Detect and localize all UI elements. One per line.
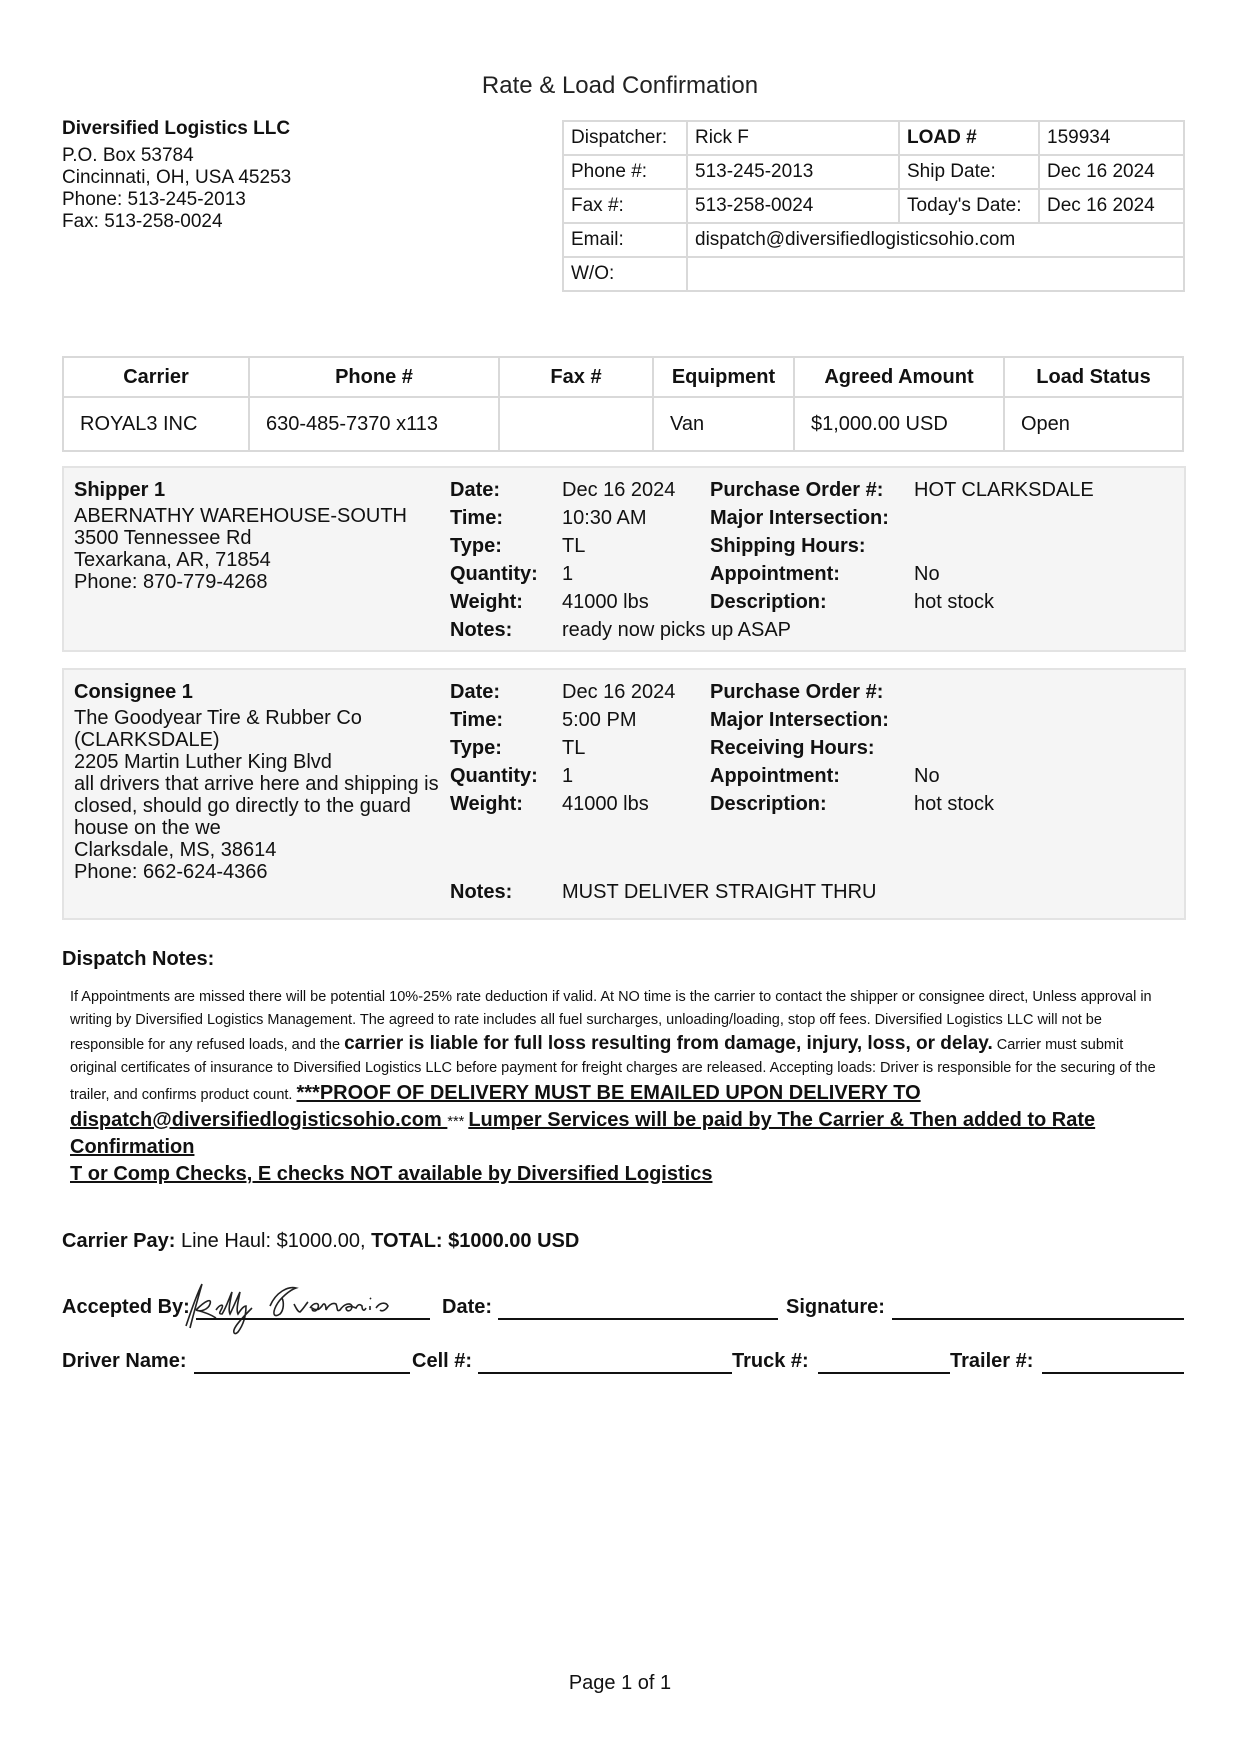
dispatch-notes-checks: T or Comp Checks, E checks NOT available by Diversified Logistics [70,1163,713,1185]
carrier-pay-total: TOTAL: $1000.00 USD [371,1230,580,1252]
consignee-po-label: Purchase Order #: [710,681,884,703]
info-row-wo [563,257,1184,291]
load-status-cell: Open [1004,397,1183,451]
carrier-fax-cell [499,397,653,451]
fax-header: Fax # [499,357,653,397]
signature-label: Signature: [786,1296,885,1318]
shipper-city: Texarkana, AR, 71854 [74,549,271,571]
carrier-phone-cell: 630-485-7370 x113 [249,397,499,451]
ship-date-label: Ship Date: [899,155,1039,189]
shipper-weight-value: 41000 lbs [562,591,649,613]
agreed-amount-header: Agreed Amount [794,357,1004,397]
driver-name-line [194,1372,410,1374]
company-name: Diversified Logistics LLC [62,118,291,139]
shipper-description-label: Description: [710,591,827,613]
carrier-pay-label: Carrier Pay: [62,1230,176,1252]
consignee-type-value: TL [562,737,586,759]
shipper-intersection-label: Major Intersection: [710,507,889,529]
dispatch-notes-text-1: If Appointments are missed there will be potential 10%-25% rate deduction if valid. At NO time is the carrier to contact the shipper or consignee direct, Unless approval in writing by Diversified Logistics Management. The agreed to rate includes all fuel surcharges, unloading/loading, stop off fees. Diversified Logistics LLC will not be responsible for any refused loads, and the [70,989,1152,1053]
consignee-type-label: Type: [450,737,502,759]
carrier-table [62,356,1184,452]
equipment-cell: Van [653,397,794,451]
consignee-quantity-label: Quantity: [450,765,538,787]
trailer-label: Trailer #: [950,1350,1034,1372]
shipper-quantity-value: 1 [562,563,574,585]
shipper-type-value: TL [562,535,586,557]
page-number: Page 1 of 1 [568,1672,672,1694]
company-fax: Fax: 513-258-0024 [62,211,223,232]
consignee-notes-label: Notes: [450,881,513,903]
shipper-title: Shipper 1 [74,479,166,501]
consignee-hours-label: Receiving Hours: [710,737,875,759]
fax-label: Fax #: [563,189,687,223]
shipper-name: ABERNATHY WAREHOUSE-SOUTH [74,505,407,527]
dispatch-notes-text-2: Carrier must submit original certificates of insurance to Diversified Logistics LLC before payment for freight charges are released. Accepting loads: Driver is responsible for the securing of the trailer, and confirms product count. [70,1037,1156,1103]
consignee-instructions: all drivers that arrive here and shipping is closed, should go directly to the guard house on the we [74,773,439,839]
trailer-line [1042,1372,1184,1374]
carrier-pay-line-haul: Line Haul: $1000.00, [175,1230,372,1252]
shipper-notes-label: Notes: [450,619,513,641]
phone-header: Phone # [249,357,499,397]
dispatch-notes-stars: *** [447,1114,465,1130]
company-address-line1: P.O. Box 53784 [62,145,194,166]
consignee-description-label: Description: [710,793,827,815]
consignee-address: 2205 Martin Luther King Blvd [74,751,332,773]
todays-date-value: Dec 16 2024 [1039,189,1184,223]
info-row-fax [563,189,1184,223]
cell-line [478,1372,732,1374]
todays-date-label: Today's Date: [899,189,1039,223]
consignee-weight-value: 41000 lbs [562,793,649,815]
shipper-notes-value: ready now picks up ASAP [562,619,792,641]
shipper-time-label: Time: [450,507,503,529]
phone-label: Phone #: [563,155,687,189]
consignee-city: Clarksdale, MS, 38614 [74,839,277,861]
load-status-header: Load Status [1004,357,1183,397]
table-row [63,397,1183,451]
truck-label: Truck #: [732,1350,809,1372]
info-row-dispatcher [563,121,1184,155]
company-block [62,118,291,233]
truck-line [818,1372,950,1374]
shipper-weight-label: Weight: [450,591,523,613]
dispatcher-value: Rick F [687,121,899,155]
accepted-by-line [196,1318,430,1320]
consignee-box [62,668,1186,920]
equipment-header: Equipment [653,357,794,397]
dispatch-info-table [562,120,1185,292]
consignee-time-label: Time: [450,709,503,731]
consignee-date-value: Dec 16 2024 [562,681,676,703]
consignee-date-label: Date: [450,681,501,703]
handwritten-signature [172,1278,432,1338]
dispatch-notes-title: Dispatch Notes: [62,948,215,970]
page-title: Rate & Load Confirmation [481,72,759,99]
carrier-pay [62,1230,579,1253]
shipper-box [62,466,1186,652]
cell-label: Cell #: [412,1350,473,1372]
consignee-phone: Phone: 662-624-4366 [74,861,268,883]
shipper-party [74,476,454,593]
carrier-header: Carrier [63,357,249,397]
load-number-value: 159934 [1039,121,1184,155]
shipper-type-label: Type: [450,535,502,557]
consignee-intersection-label: Major Intersection: [710,709,889,731]
dispatch-notes-proof-of-delivery: ***PROOF OF DELIVERY MUST BE EMAILED UPON DELIVERY TO dispatch@diversifiedlogisticsohio.com [70,1082,921,1131]
consignee-name: The Goodyear Tire & Rubber Co (CLARKSDALE) [74,707,362,751]
load-number-label: LOAD # [899,121,1039,155]
consignee-notes-value: MUST DELIVER STRAIGHT THRU [562,881,877,903]
wo-label: W/O: [563,257,687,291]
date-label: Date: [442,1296,493,1318]
signature-line [892,1318,1184,1320]
company-address-line2: Cincinnati, OH, USA 45253 [62,167,292,188]
agreed-amount-cell: $1,000.00 USD [794,397,1004,451]
accepted-by-label: Accepted By: [62,1296,190,1318]
consignee-weight-label: Weight: [450,793,523,815]
shipper-po-label: Purchase Order #: [710,479,884,501]
consignee-description-value: hot stock [914,793,995,815]
dispatch-notes-lumper: Lumper Services will be paid by The Carrier & Then added to Rate Confirmation [70,1109,1096,1158]
dispatch-notes-liability: carrier is liable for full loss resulting from damage, injury, loss, or delay. [344,1033,993,1054]
shipper-description-value: hot stock [914,591,995,613]
dispatcher-label: Dispatcher: [563,121,687,155]
email-label: Email: [563,223,687,257]
date-line [498,1318,778,1320]
phone-value: 513-245-2013 [687,155,899,189]
shipper-appointment-value: No [914,563,940,585]
wo-value [687,257,1184,291]
shipper-date-label: Date: [450,479,501,501]
info-row-phone [563,155,1184,189]
info-row-email [563,223,1184,257]
consignee-party [74,678,454,883]
shipper-po-value: HOT CLARKSDALE [914,479,1094,501]
consignee-time-value: 5:00 PM [562,709,637,731]
consignee-appointment-value: No [914,765,940,787]
consignee-title: Consignee 1 [74,681,193,703]
carrier-table-header [63,357,1183,397]
shipper-hours-label: Shipping Hours: [710,535,866,557]
consignee-quantity-value: 1 [562,765,574,787]
dispatch-notes [70,986,1170,1188]
email-value[interactable]: dispatch@diversifiedlogisticsohio.com [687,223,1184,257]
fax-value: 513-258-0024 [687,189,899,223]
shipper-date-value: Dec 16 2024 [562,479,676,501]
company-phone: Phone: 513-245-2013 [62,189,246,210]
driver-name-label: Driver Name: [62,1350,187,1372]
shipper-address: 3500 Tennessee Rd [74,527,252,549]
shipper-time-value: 10:30 AM [562,507,647,529]
shipper-phone: Phone: 870-779-4268 [74,571,268,593]
shipper-quantity-label: Quantity: [450,563,538,585]
ship-date-value: Dec 16 2024 [1039,155,1184,189]
carrier-name-cell: ROYAL3 INC [63,397,249,451]
consignee-appointment-label: Appointment: [710,765,840,787]
shipper-appointment-label: Appointment: [710,563,840,585]
